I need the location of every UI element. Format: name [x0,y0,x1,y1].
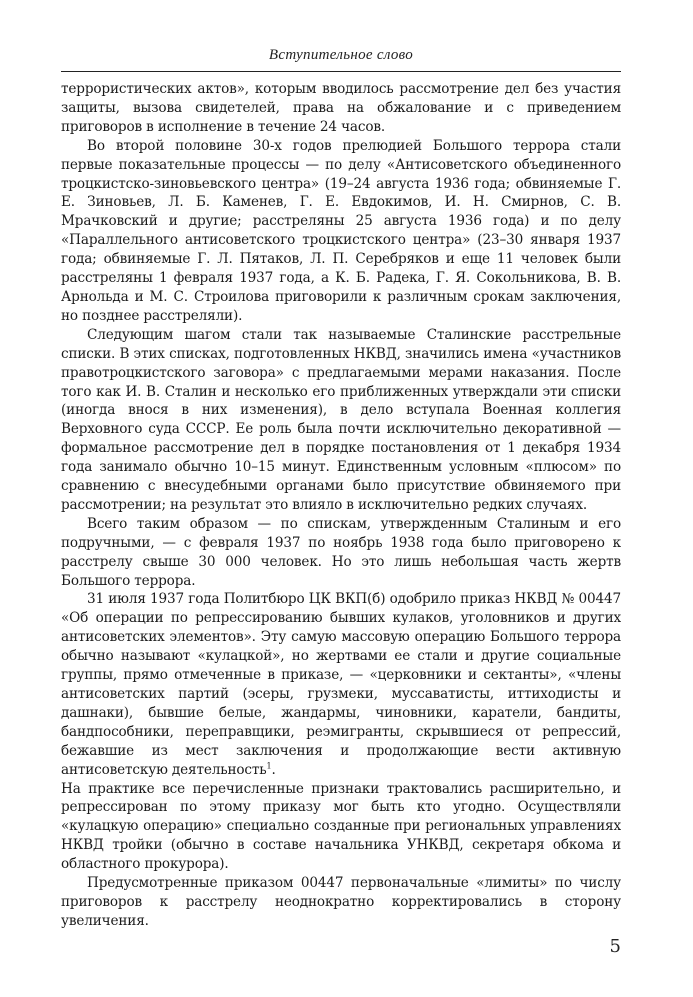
header-rule [61,71,621,72]
paragraph: Предусмотренные приказом 00447 первоначальные «лимиты» по числу приговоров к расстрелу неоднократно корректировались в сторону увеличения. [61,875,621,929]
paragraph-with-footnote [61,590,621,779]
paragraph: Всего таким образом — по спискам, утвержденным Сталиным и его подручными, — с февраля 1937 по ноябрь 1938 года было приговорено к расстрелу свыше 30 000 человек. Но это лишь небольшая часть жертв Большого террора. [61,515,621,589]
running-head: Вступительное слово [268,47,414,63]
paragraph: На практике все перечисленные признаки трактовались расширительно, и репрессирован по этому приказу мог быть кто угодно. Осуществляли «кулацкую операцию» специально созданные при региональных управлениях НКВД тройки (обычно в составе начальника УНКВД, секретаря обкома и областного прокурора). [61,780,621,873]
page-number: 5 [609,936,621,957]
paragraph: Во второй половине 30-х годов прелюдией Большого террора стали первые показательные процессы — по делу «Антисоветского объединенного троцкистско-зиновьевского центра» (19–24 августа 1936 года; обвиняемые Г. Е. Зиновьев, Л. Б. Каменев, Г. Е. Евдокимов, И. Н. Смирнов, С. В. Мрачковский и другие; расстреляны 25 августа 1936 года) и по делу «Параллельного антисоветского троцкистского центра» (23–30 января 1937 года; обвиняемые Г. Л. Пятаков, Л. П. Серебряков и еще 11 человек были расстреляны 1 февраля 1937 года, а К. Б. Радека, Г. Я. Сокольникова, В. В. Арнольда и М. С. Строилова приговорили к различным срокам заключения, но позднее расстреляли). [61,137,621,324]
paragraph: террористических актов», которым вводилось рассмотрение дел без участия защиты, вызова свидетелей, права на обжалование и с приведением приговоров в исполнение в течение 24 часов. [61,81,621,135]
body-text [61,80,621,931]
paragraph-text: 31 июля 1937 года Политбюро ЦК ВКП(б) одобрило приказ НКВД № 00447 «Об операции по репрессированию бывших кулаков, уголовников и других антисоветских элементов». Эту самую массовую операцию Большого террора обычно называют «кулацкой», но жертвами ее стали и другие социальные группы, прямо отмеченные в приказе, — «церковники и сектанты», «члены антисоветских партий (эсеры, грузмеки, муссаватисты, иттиходисты и дашнаки), бывшие белые, жандармы, чиновники, каратели, бандиты, бандпособники, переправщики, реэмигранты, скрывшиеся от репрессий, бежавшие из мест заключения и продолжающие вести активную антисоветскую деятельность [61,591,621,778]
book-page [61,0,621,997]
paragraph-end-punct: . [271,761,276,778]
footnote-marker[interactable]: 1 [266,761,272,771]
paragraph: Следующим шагом стали так называемые Сталинские расстрельные списки. В этих списках, подготовленных НКВД, значились имена «участников правотроцкистского заговора» с предлагаемыми мерами наказания. После того как И. В. Сталин и несколько его приближенных утверждали эти списки (иногда внося в них изменения), в дело вступала Военная коллегия Верховного суда СССР. Ее роль была почти исключительно декоративной — формальное рассмотрение дел в порядке постановления от 1 декабря 1934 года занимало обычно 10–15 минут. Единственным условным «плюсом» по сравнению с внесудебными органами было присутствие обвиняемого при рассмотрении; на результат это влияло в исключительно редких случаях. [61,326,621,513]
